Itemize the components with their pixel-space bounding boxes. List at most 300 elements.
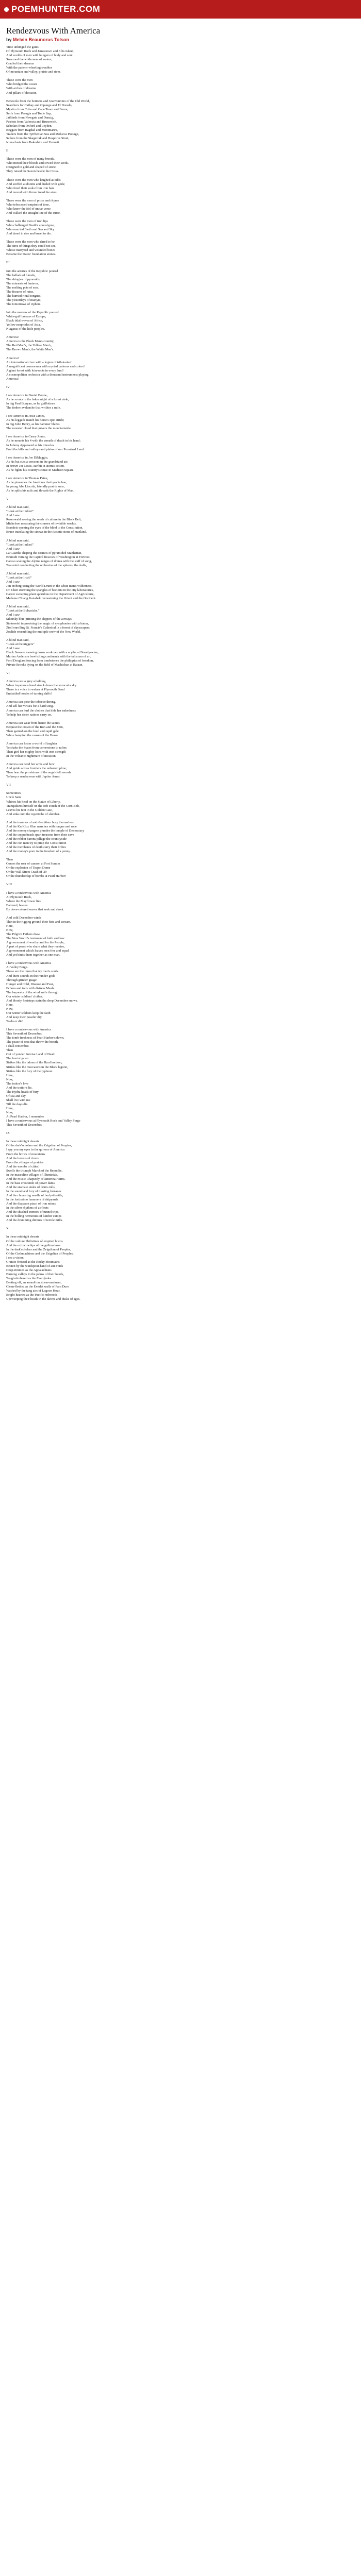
poem-line: America? [6,356,19,360]
poem-line: Who knew the Ifel of unitar verse [6,207,51,211]
poem-line [6,145,330,149]
poem-line: To help her sister nations carry on. [6,713,52,717]
author-link[interactable]: Melvin Beaunorus Tolson [13,37,69,42]
poem-line: An international river with a legion of tributaries! [6,360,72,364]
poem-line [6,236,330,240]
poem-line: At Valley Forge. [6,965,28,970]
poem-line: These were the men of iron lips [6,219,48,223]
poem-line [6,1024,330,1028]
poem-line: Who champion the causes of the Brave. [6,733,59,737]
poem-line: In the masculine villages of Illuminiak, [6,1173,58,1177]
poem-line: And bloody footsteps stain the deep December snows. [6,998,78,1003]
poem-line: Who freed their souls from iron bars [6,186,55,190]
poem-line: I see America in Joe DiMaggio, [6,455,48,460]
poem-line: I see America in Thomas Paine, [6,476,48,480]
poem-line: And I saw [6,613,20,617]
poem-line: Time unhinged the gates [6,45,39,49]
poem-line [6,381,330,385]
poem-title: Rendezvous With America [6,26,101,36]
poem-line: Then [6,1048,13,1053]
poem-line: VII [6,783,11,787]
poem-line: Till the days die. [6,1102,28,1106]
poem-line: And I saw [6,547,20,551]
poem-line: Carver sweeping plant sporulous in the Department of Agriculture, [6,592,94,597]
poem-line: Uncle Sam [6,795,21,800]
poem-line: These were the men of many breeds, [6,157,55,161]
poem-line: And pillars of decision. [6,91,37,95]
poem-line: A government which leaves men free and equal [6,949,69,953]
poem-line: In the volcanic nightmare of invasion. [6,754,57,758]
poem-line: Tough-timbered as the Everglades [6,1276,52,1280]
poem-line: And scoffed at dooms and dueled with gods; [6,182,65,186]
poem-line: Into the marrow of the Republic poured [6,311,59,314]
poem-line [6,601,330,605]
poem-line [6,195,330,199]
poem-line: America can foster a world of laughter [6,741,58,745]
poem-line: Thin in the rigging ground their fists and scream. [6,920,71,924]
poem-line: Who challenged Death's apocalypse, [6,224,55,228]
poem-line: Zioll enrolling St. Francis's Cathedral in a forest of skyscrapers, [6,625,91,630]
poem-line: And the shushed tremors of tunnel trips, [6,1210,59,1214]
poem-line: Now, [6,928,13,932]
poem-container [0,19,361,1301]
poem-line: A blind man said, [6,605,30,609]
poem-line: Here, [6,924,14,928]
poem-line: Yellow neap tides of Asia, [6,323,41,327]
poem-line: As he pinnacles the freedoms that tyrants ban; [6,480,68,484]
poem-line: Black tidal waves of Africa, [6,319,43,323]
poem-line: Black Samson mowing down workmen with a scythe at Brandy-wine, [6,650,99,654]
poem-line: Whines his head on the Statue of Liberty, [6,800,61,804]
poem-line: In the fortissimo hammers of shipyards [6,1198,58,1202]
poem-line: The peace of seas that throw the breath, [6,1040,59,1044]
poem-line: These are the times that try men's souls. [6,970,59,974]
poem-line: And sell her virtues for a hard song. [6,704,54,708]
poem-line: To shake the States from cornerstone to rafter; [6,745,68,750]
poem-line [6,493,330,497]
poem-line: Upsweeping their heads in the dawns and dusks of ages. [6,1297,80,1301]
poem-line [6,215,330,219]
poem-line: La Guardia shaping the cosmos of pyramided Manhattan, [6,551,82,555]
poem-line: And the clamoring needle of hurly-throttle, [6,1193,63,1197]
poem-line: Rosenwald sowing the seeds of culture in the Black Belt, [6,518,81,522]
poem-line: And the money's poor in the freedom of a penny. [6,850,71,854]
poem-line [6,878,330,883]
poem-line: "Look at the niggers" [6,642,35,646]
site-logo[interactable] [4,4,100,14]
poem-line: Through grinder guage [6,978,37,982]
poem-line: This Seventh of December. [6,1123,42,1127]
poem-line: America cast a grey a holiday, [6,680,46,684]
poem-line: Where the Mayflower lies [6,899,41,903]
poem-line: At Plymouth Rock, [6,895,32,899]
poem-line: Our winter soldiers keep the faith [6,1011,51,1015]
poem-line: Then bear the provisions of the angel-fell swords [6,771,71,775]
poem-line: With arches of dreams [6,87,36,91]
poem-line: As he fights his country's cause in Madison Square. [6,468,74,472]
poem-line: In big Paul Bunyan, as he guillotines [6,402,55,406]
poem-line: Or the explosion of Teapot Dome [6,866,51,870]
poem-line: When impetuous hand struck down the terracotta sky. [6,684,77,688]
poem-line: And sinks into the repertiche of slumber. [6,812,60,816]
poem-line: In the bass crescendo of power dams [6,1181,55,1185]
poem-line: Swells the triumph March of the Republic, [6,1168,63,1173]
poem-line: A giant forest with loin-roots in every land! [6,368,64,372]
poem-line: Stokowski improvising the magic of symphonies with a baton, [6,621,89,625]
poem-line [6,667,330,671]
poem-line: Tranquilizes himself on the soft couch of the Corn Belt, [6,804,80,808]
poem-line: Caruso scaling the Alpine ranges of drama with the staff of song, [6,559,92,563]
poem-line: And the termites of anti-Semitism busy themselves [6,820,74,824]
poem-line: Out of yonder Sunrise Land of Death [6,1053,56,1057]
poem-line: America! [6,377,19,381]
poem-line: And the robber barons pillage the countryside [6,837,67,841]
poem-line [6,535,330,539]
poem-line: As he mounts his 4 with the wreath of death in his hand; [6,439,81,443]
poem-line [6,675,330,680]
poem-line: Brumidi veining the Capitol frescoes of Washington at Fortress, [6,555,91,559]
poem-line: I have a rendezvous at Plymouth Rock and Valley Forge [6,1119,80,1123]
poem-line: Bequest the crown of the Iron and the Fern, [6,725,64,729]
poem-line: Strikes like the talons of the Hard horizon, [6,1061,62,1065]
poem-line: In the dark'scholars and the Zeigeltan of Peoples, [6,1247,71,1251]
poem-line: To do or die! [6,1020,24,1024]
poem-line: Comes the roar of cannon at Fort Sumter [6,862,60,866]
poem-line: These were the men who laughed at odds [6,178,61,182]
poem-line: IX [6,1131,10,1136]
poem-line: In these midnight deserts [6,1235,40,1239]
poem-text [6,45,330,1301]
poem-line: Michelson measuring the courses of invisible worlds, [6,522,77,526]
poem-line [6,817,330,821]
poem-line: Zoclide resembling the multiple crew of the New World. [6,630,81,634]
poem-line [6,758,330,762]
poem-line: Here, [6,1107,14,1110]
poem-line: A government of worthy and for the People, [6,941,64,945]
poem-line: Then [6,858,13,862]
poem-line [6,779,330,783]
poem-line [6,431,330,435]
logo-dot-icon [4,7,9,12]
poem-line: Ford Douglass forcing from tombstones the philippics of freedom, [6,658,94,663]
poem-line: A cosmopolitan orchestra with a thousand instruments playing [6,372,89,377]
poem-line: And the merchants of death carry their bribes [6,845,66,850]
poem-line: Of the dark'scholars and the Zeigeltan of Peoples, [6,1144,72,1148]
poem-line: Traders from the Tyrrhenian Sea and Molucca Passage, [6,132,79,136]
poem-line: Niagaras of the little peoples. [6,327,45,331]
poem-line: VIII [6,883,12,887]
poem-line: I spy you my eyes in the quivers of America [6,1148,65,1152]
poem-line: Serfs from Perugia and Tonle Sap, [6,111,52,115]
poem-line: And I saw [6,580,20,584]
poem-line: Then gird her mighty loins with iron strength [6,750,66,754]
poem-line: Of mountain and valley, prairie and river. [6,70,61,74]
poem-line: As he splits his rails and threads the Rights of Man. [6,489,74,493]
poem-line: America can pose the tobacco throng, [6,700,56,704]
poem-line [6,568,330,572]
poem-line: I shall remember. [6,1044,29,1048]
poem-line: I see a vision, [6,1256,25,1260]
poem-line: A blind man said, [6,638,30,642]
poem-line: The Hydra heads of fury [6,1090,39,1094]
poem-line: And there sounds in their under-gods [6,974,55,978]
poem-line: Benevolo from the bottoms and Gianvannino of the Old World, [6,99,90,103]
poem-line: Who married Earth and Sea and Sky [6,228,55,232]
poem-line: America is the Black Man's country, [6,340,55,344]
poem-line: Toscanini conducting the orchestras of the spheres, the Aalls, [6,563,87,567]
poem-line: Now, [6,1111,13,1115]
poem-line: The shingles of pyramids, [6,277,41,281]
poem-byline [6,37,330,42]
poem-line: And the traitor's lie, [6,1086,32,1090]
poem-line: The melting pots of seas, [6,285,40,290]
poem-line: Burning valleys in the palms of their hands, [6,1272,64,1276]
poem-line: These were the men [6,78,33,82]
poem-line: Who bridged the ocean [6,82,37,87]
poem-line [6,957,330,961]
poem-line: There is a voice to waken at Plymouth Bend [6,688,65,692]
poem-line: Madame Chiang Kai-shek reconstruing the Orient and the Occident. [6,597,96,601]
poem-line: The fissures of rains, [6,290,34,294]
poem-line: I see America in Daniel Boone, [6,393,48,397]
poem-line: They raised the Saxon beside the Cross. [6,170,59,174]
poem-line: And keep their powder dry, [6,1015,43,1019]
poem-line: A blind man said, [6,505,30,510]
poem-line: And the money changers plunder the temple of Democracy [6,828,85,833]
poem-line: Mystics from Cuba and Cape Town and Berne, [6,107,69,111]
poem-line: "Look at the Bolsaricks." [6,609,40,613]
poem-line: Sailors from the Skagerrak and Bosporus Strait, [6,137,70,141]
poem-line: The sires of things they could not see, [6,244,56,248]
poem-line: White-gulf breezes of Europe, [6,315,46,319]
poem-line: The timber avalanche that writhes a mile. [6,406,61,410]
poem-line: Of sea and sky [6,1094,26,1098]
poem-line [6,265,330,269]
poem-line: Here, [6,1073,14,1077]
poem-line: Beggars from Bagdad and Montmartre, [6,128,58,132]
poem-line: V [6,497,9,501]
poem-line: Bright-hearted as the Pacific redwoods [6,1293,58,1297]
poem-line: Jim Hoberg using the World Drum in the white man's wilderness. [6,584,93,588]
poem-line [6,1136,330,1140]
poem-line: Embattled hordes of turning daffs! [6,692,52,696]
poem-line: Swarmed the wilderness of waters, [6,58,53,62]
poem-line: Searchers for Cathay and Cipangu and El Dorado, [6,103,73,107]
poem-line: And I saw [6,646,20,650]
poem-line: III [6,261,10,265]
poem-line [6,389,330,394]
poem-line: And the Music Rhapsody of Amerina Harris, [6,1177,65,1181]
poem-line: Or the thunderclap of bombs at Pearl Harbor! [6,874,67,878]
poem-line [6,887,330,891]
poem-line: In brown Joe Louis, surfeit in atomic action, [6,464,65,468]
poem-line [6,257,330,261]
logo-text: POEMHUNTER.COM [11,4,101,14]
poem-line [6,410,330,414]
poem-line [6,174,330,178]
poem-line: Washed by the tang airs of Lagoon Hour, [6,1289,61,1293]
poem-line: Who mixed their bloods and sowed their seeds. [6,161,69,165]
poem-line: Of the vulture Philistines of emptied lawns [6,1239,63,1243]
poem-line: And the Ku Klux Klan marches with tongue and rope [6,824,77,828]
poem-line [6,1231,330,1235]
poem-line: Scholars from Oxford and Leyden, [6,124,53,128]
poem-line: Private Brooks dying on the field of Machichan at Bataan. [6,663,84,667]
poem-line: Strikes like the moccasins in the Black lagoon, [6,1065,68,1069]
poem-line [6,472,330,477]
poem-line: A magnificent cosmorama with myriad patterns and colors! [6,364,85,368]
poem-line [6,1127,330,1131]
poem-line: The Brown Man's, the White Man's. [6,348,54,352]
poem-line: And moved with firmer tread the stars. [6,190,58,194]
poem-line: From the villages of prairies [6,1160,44,1164]
poem-line: The hurried ritual tongues, [6,294,42,298]
poem-line [6,787,330,791]
poem-line: Patriots from Valencia and Brunswick, [6,120,57,124]
poem-line: Echoes and tolls with distress Meals. [6,986,55,990]
poem-line: Hunger and Cold, Disease and Fear, [6,982,54,986]
poem-line [6,696,330,700]
poem-line [6,153,330,157]
poem-line [6,452,330,456]
poem-line [6,501,330,505]
poem-line: Brandeis opening the eyes of the blind to the Constitution, [6,526,84,530]
poem-line: Shall live with me [6,1098,30,1102]
poem-line: X [6,1227,9,1231]
poem-line: Cradled their dreams [6,62,34,66]
poem-line: IV [6,385,10,389]
poem-line: Of Plymouth Rock and Jamestown and Ellis Island, [6,49,75,54]
poem-line: Battered, beaten [6,903,28,907]
poem-line: The bayonets of the wind knife through [6,990,59,994]
poem-line: In Johnny Appleseed as his miracles [6,443,54,447]
poem-line: And guide across frontiers the unbarred plow; [6,767,67,771]
poem-line: I have a rendezvous with America [6,1028,52,1032]
poem-line: II [6,149,9,153]
poem-line [6,307,330,311]
poem-line: The fascist gawn [6,1057,29,1061]
poem-line: And the staccato aisles of drum-rolls, [6,1185,56,1189]
poem-line: In these midnight deserts [6,1140,40,1144]
poem-line: And walked the straight line of the curse. [6,211,61,215]
poem-line: Became the States' foundation stones. [6,252,56,257]
poem-line: These were the men who dared to be [6,240,55,244]
poem-line: And the extinct whips of the gallum laws [6,1243,61,1247]
poem-line: I see America in Casey Jones, [6,435,46,439]
poem-line: The monster cloud that quivers the mountainside. [6,427,72,431]
poem-line: And the breasts of rivers [6,1156,39,1160]
poem-line [6,738,330,742]
poem-line: In the silver rhythms of airfleets [6,1206,49,1210]
poem-line: And the diapason pizzo of iron mines, [6,1202,57,1206]
poem-line: Marian Anderson bewitching continents with the talisman of art, [6,654,91,658]
poem-line: Dr. Chen storming the spangles of bacteria in the city laboratories, [6,588,94,592]
poem-line: Bruce translating the sinews in the Rosette stone of mankind. [6,530,87,534]
poem-line: The New World's testament of faith and law: [6,937,65,941]
poem-line: From the brows of mountains [6,1152,45,1156]
poem-line: And the copperheads spurt treasons from their cave [6,833,74,837]
poem-line: Clean-fleshed as the Everlet walls of Pam Duro [6,1285,69,1289]
poem-line: In young Abe Lincoln, laterally prairie suns, [6,484,65,488]
poem-line: Leaves his feet in the Golden Gate, [6,808,53,812]
poem-line: A part of peers who share what they receive, [6,945,65,949]
poem-line: In big John Henry, as his hammer blazes [6,422,60,427]
poem-line [6,1223,330,1227]
poem-line [6,854,330,858]
site-header [0,0,361,19]
poem-line: This Seventh of December. [6,1032,42,1036]
poem-line: Deep-rimmed as the Appalachians [6,1268,52,1272]
poem-line: The minarets of lanterns, [6,281,39,285]
poem-line: To keep a rendezvous with Jupiter Ames. [6,775,61,779]
poem-line: America can bend her arms and bow [6,762,55,767]
poem-line: Now, [6,1077,13,1081]
poem-line: As he scouts in the bakes night of a forest aisle, [6,397,69,401]
poem-line: And I saw [6,514,20,518]
poem-line [6,634,330,638]
poem-line [6,912,330,916]
poem-line: Whose martyred and wounded bones [6,248,55,252]
poem-line: Sometimes [6,791,21,795]
poem-line: "Look at the Irish!" [6,576,32,580]
poem-line: And the drumming diminis of textile mills. [6,1218,63,1223]
poem-line: The tomorrows of ciphers. [6,302,41,306]
poem-line: Our winter soldiers' clothes, [6,994,43,998]
poem-line [6,95,330,99]
poem-line: Fruit the hills and valleys and plains of our Promised Land. [6,447,85,451]
poem-line: The Red Man's, the Yellow Man's, [6,344,52,348]
poem-line: And worlds of men with hungers of body and soul [6,54,73,58]
poem-line: And dared to rise and kneel to die. [6,232,52,236]
poem-line: I see America in Jesse James, [6,414,45,418]
poem-line: As his bat cuts a crescent in the grandstand air; [6,460,69,464]
poem-line: I have a rendezvous with America [6,891,52,895]
poem-line: And the wombs of cities! [6,1164,40,1168]
poem-line: Who telescoped empires of time, [6,202,50,207]
poem-line: VI [6,671,10,675]
poem-line: The ballads of bloods, [6,273,36,277]
poem-line: Sikorsky blue-printing the clippers of the airways, [6,617,73,621]
poem-line: Of the Gothmachines and the Zeigeltan of Peoples, [6,1251,74,1256]
poem-line: Strikes like the fury of the typhoon. [6,1069,54,1073]
poem-line: "Look at the Indies!" [6,510,34,514]
poem-line [6,717,330,721]
poem-line [6,331,330,335]
poem-line: Jailbirds from Newgate and Danzig, [6,115,54,120]
poem-line: Iconoclasts from Bakeshire and Zermatt. [6,141,60,145]
poem-line [6,352,330,356]
poem-line: The Pilgrim Fathers draw [6,933,40,937]
poem-line: Then garnish on the loud and rapid gale [6,729,59,733]
poem-line: These were the men of prose and rhyme [6,198,59,202]
poem-line: As his leggeds match his horse's epic stride; [6,418,64,422]
poem-line: Beating off, an assault on storm-mariners, [6,1280,62,1284]
poem-line: The traitor's lave [6,1081,29,1086]
poem-line: America can wear from hence the saint's [6,721,60,725]
poem-line: The tomb-freshness of Pearl Harbor's dawn, [6,1036,64,1040]
poem-line: And yet binds them together as one man. [6,953,60,957]
poem-line: Or the Wall Street Crash of '29 [6,870,47,874]
poem-line: A blind man said, [6,571,30,575]
poem-line: America! [6,335,19,340]
poem-line: Now, [6,1007,13,1011]
poem-line: I have a rendezvous with America [6,961,52,965]
poem-line: Beaten by the windspout-hand of ant-voids [6,1264,63,1268]
page-body [0,19,361,2576]
poem-line: Into the arteries of the Republic poured [6,269,58,273]
poem-line: And the con men try to pimp the Constitution [6,841,67,845]
poem-line: Granite-freezed as the Rocky Mountains [6,1260,60,1264]
